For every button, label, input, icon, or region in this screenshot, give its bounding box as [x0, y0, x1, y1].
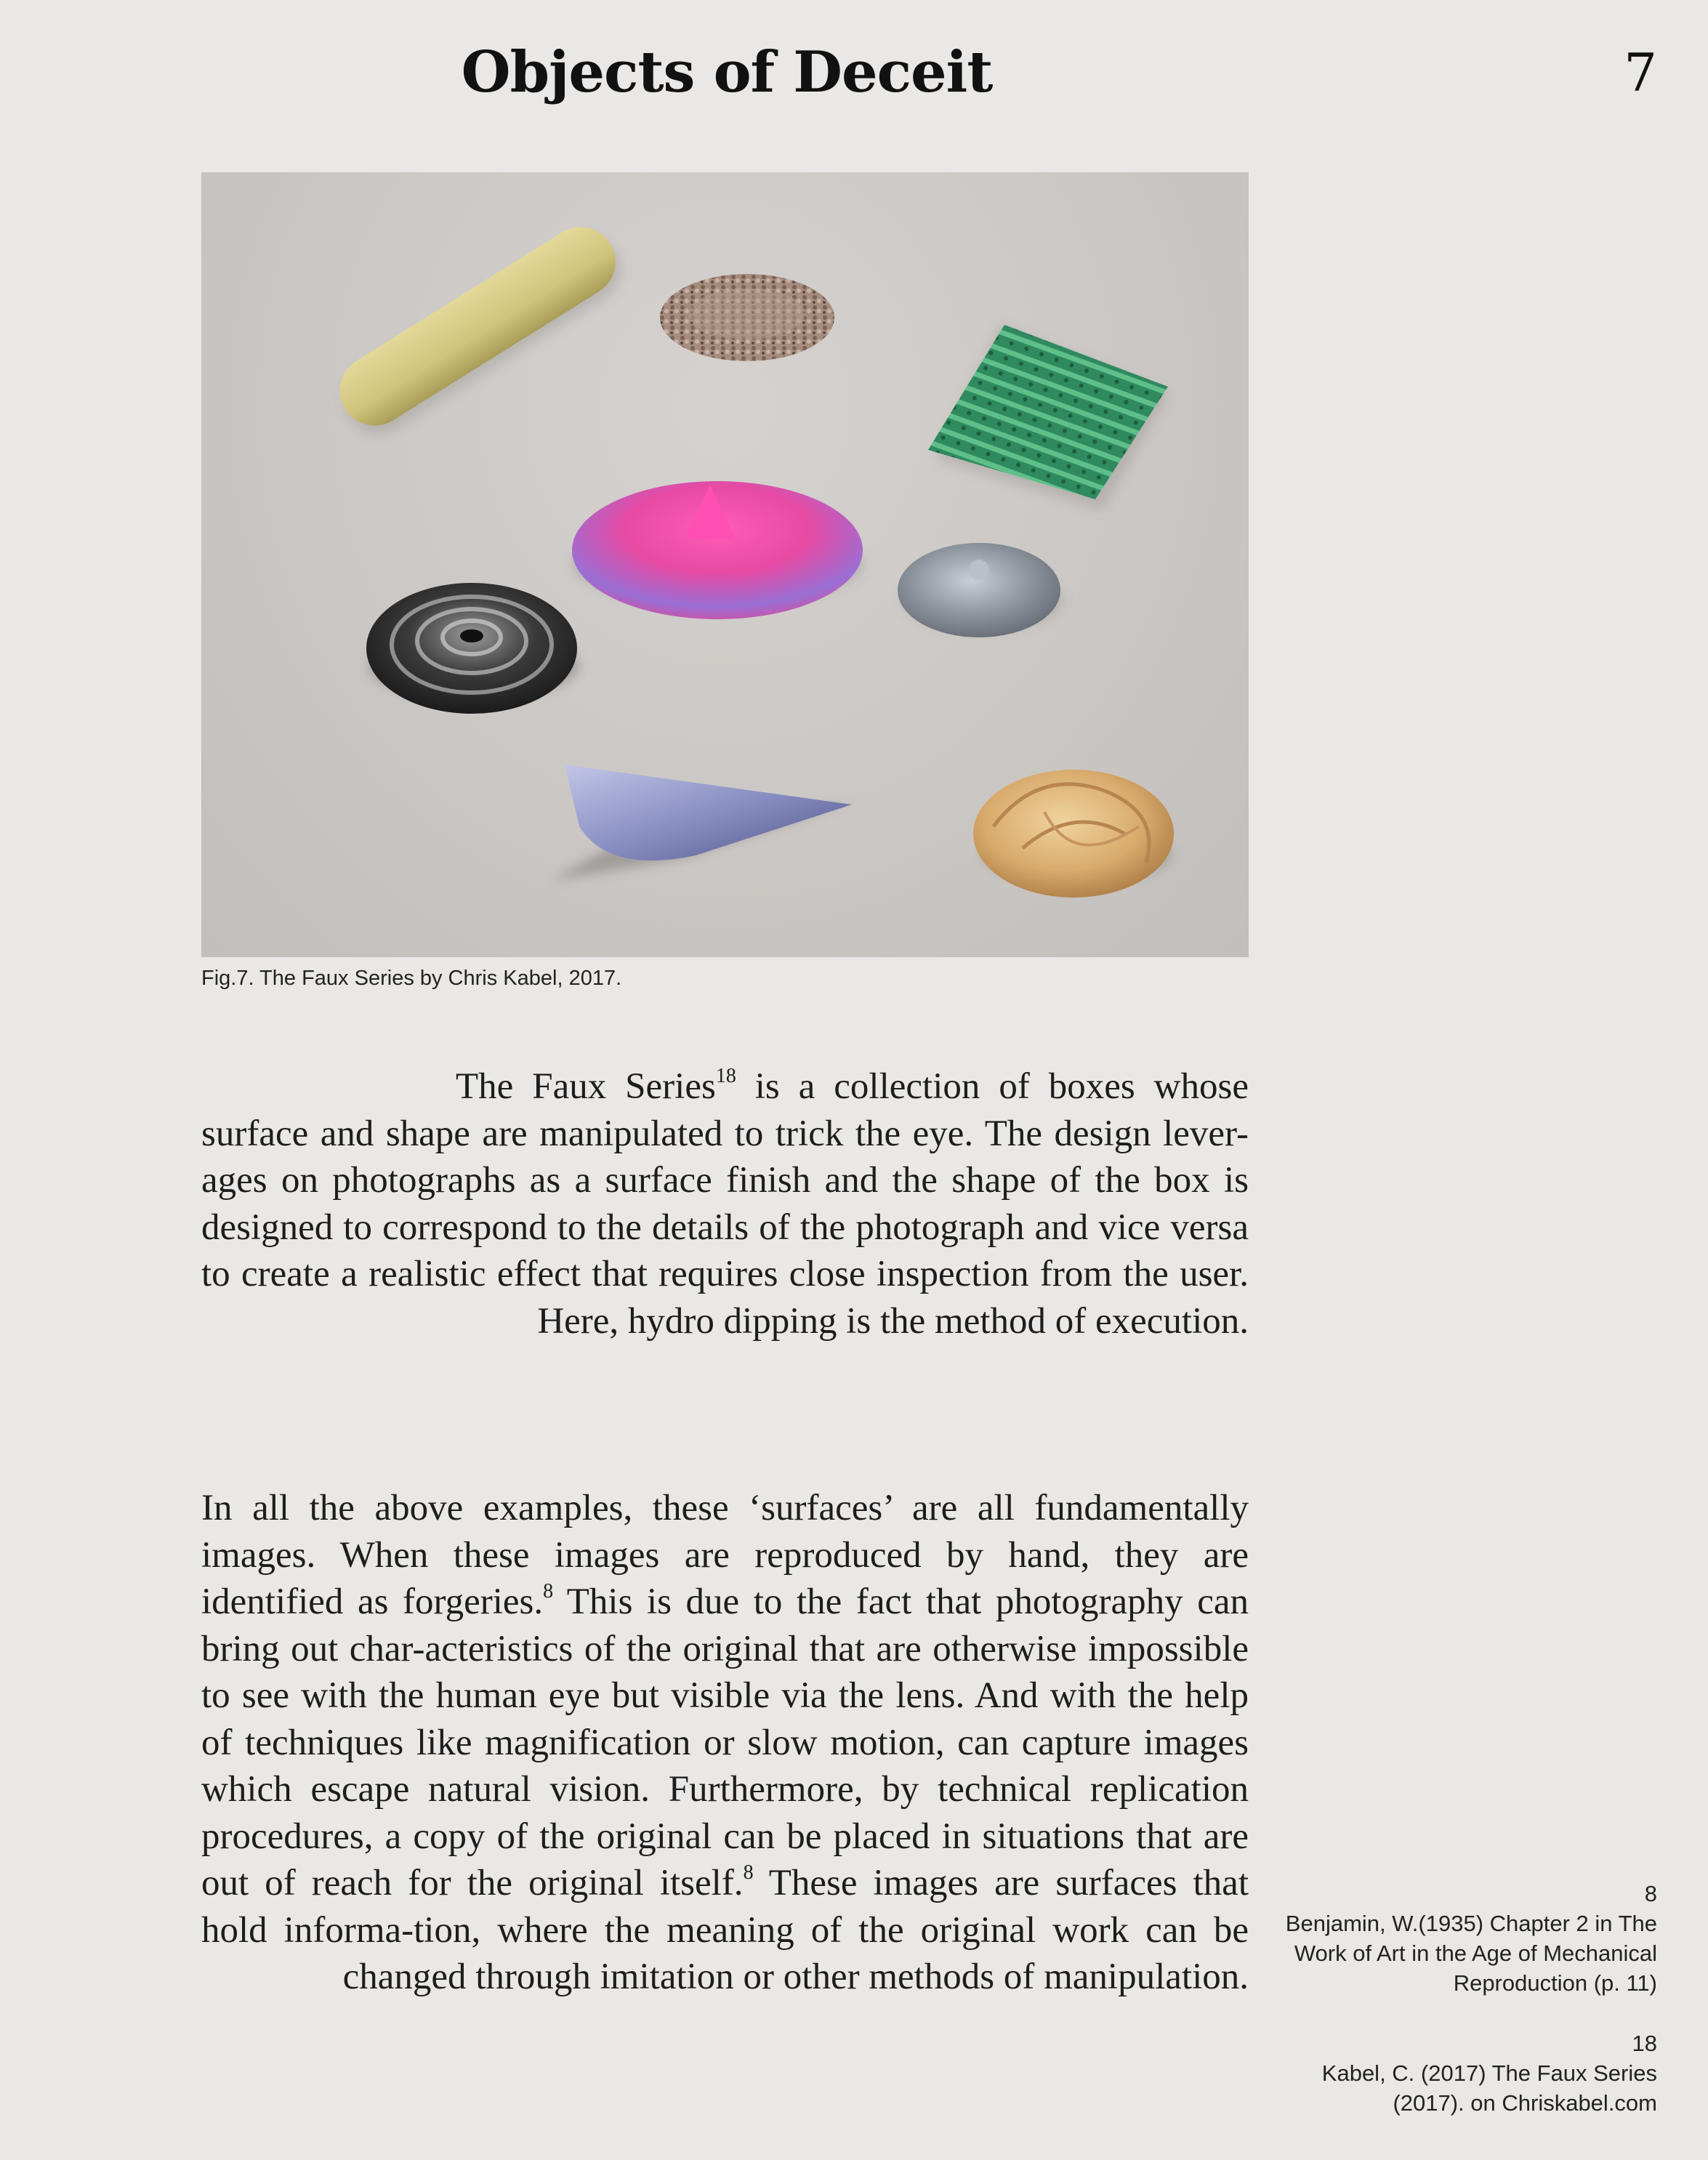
footnote-number: 8: [1644, 1881, 1657, 1906]
footnote-18: [1265, 2028, 1657, 2118]
page-number: 7: [1624, 42, 1657, 103]
pink-cone: [572, 481, 863, 619]
figure-caption: Fig.7. The Faux Series by Chris Kabel, 2017.: [201, 967, 622, 990]
footnote-ref-8[interactable]: 8: [543, 1580, 554, 1603]
yellow-capsule: [326, 214, 633, 446]
footnote-ref-18[interactable]: 18: [715, 1065, 736, 1087]
blue-wedge: [550, 765, 852, 881]
crushed-stone-pile: [660, 274, 834, 361]
black-ridged-disc: [366, 583, 579, 714]
footnotes: [1265, 1879, 1657, 2148]
footnote-8: [1265, 1879, 1657, 1998]
body-paragraph-2: In all the above examples, these ‘surfaces’ are all fundamentally images. When these images are reproduced by hand, they are identified as forgeries.$^8$ This is due to the fact that photography can bring out char-acteristics of the original that are otherwise impossible to see with the human eye but visible via the lens. And with the help of techniques like magnification or slow motion, can capture images which escape natural vision. Furthermore, by technical replication procedures, a copy of the original can be placed in situations that are out of reach for the original itself.$^8$ These images are surfaces that hold informa-tion, where the meaning of the original work can be changed through imitation or other methods of manipulation.: [201, 1488, 1249, 1997]
footnote-number: 18: [1632, 2031, 1657, 2056]
footnote-text: Kabel, C. (2017) The Faux Series (2017). on Chriskabel.com: [1321, 2060, 1657, 2116]
footnote-ref-8-second[interactable]: 8: [743, 1861, 754, 1884]
green-textured-slab: [928, 325, 1168, 510]
body-paragraph-1: The Faux Series$^{18}$ is a collection of boxes whose surface and shape are manipulated to trick the eye. The design lever-ages on photographs as a surface finish and the shape of the box is designed to correspond to the details of the photograph and vice versa to create a realistic effect that requires close inspection from the user. Here, hydro dipping is the method of execution.: [201, 1065, 1249, 1342]
figure-photo: [201, 172, 1249, 957]
wooden-rose-knot: [973, 770, 1174, 898]
page-title: Objects of Deceit: [461, 39, 993, 105]
silver-disc: [898, 543, 1063, 637]
footnote-text: Benjamin, W.(1935) Chapter 2 in The Work of Art in the Age of Mechanical Reproduction (p. 11): [1285, 1911, 1657, 1996]
